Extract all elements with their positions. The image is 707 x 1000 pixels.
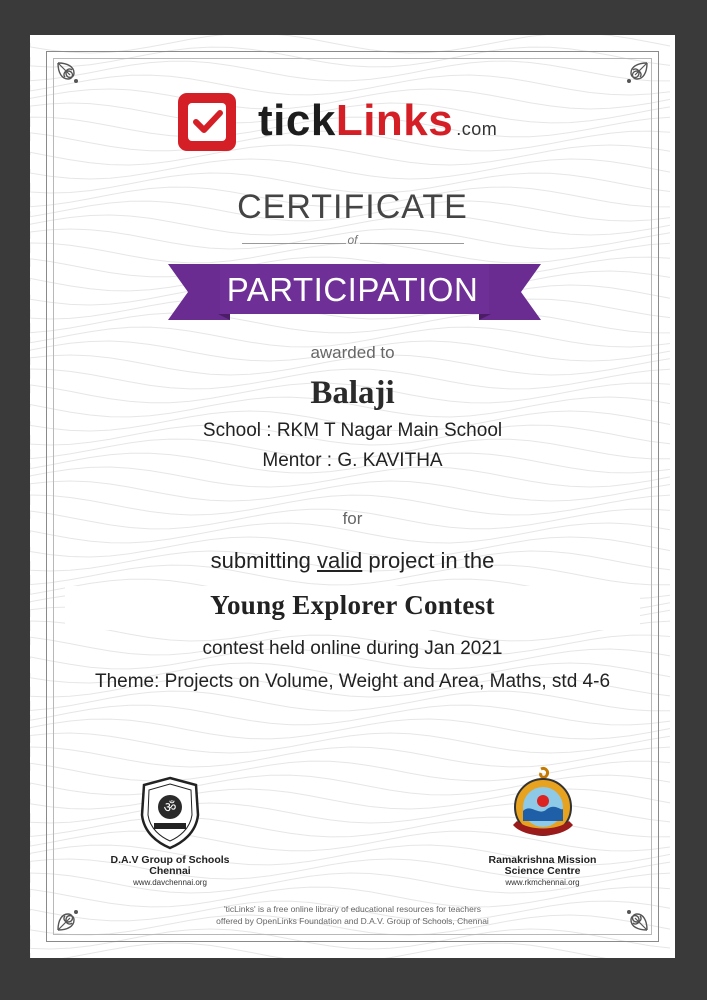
logo-word-links: Links <box>335 96 454 145</box>
awarded-to-label: awarded to <box>310 343 395 362</box>
certificate <box>30 35 675 958</box>
corner-ornament-icon <box>615 59 651 95</box>
submission-text-after: project in the <box>362 548 495 573</box>
dav-name-line1: D.A.V Group of Schools <box>110 854 230 866</box>
submission-valid-word: valid <box>317 548 363 573</box>
dav-emblem-icon <box>136 775 204 851</box>
footer-line-1: 'ticLinks' is a free online library of educational resources for teachers <box>224 904 481 914</box>
footer-note <box>30 903 675 927</box>
rkm-url: www.rkmchennai.org <box>505 878 580 887</box>
footer-line-2: offered by OpenLinks Foundation and D.A.V. Group of Schools, Chennai <box>216 916 489 926</box>
mentor-line: Mentor : G. KAVITHA <box>262 450 443 471</box>
dav-logo <box>100 775 240 890</box>
certificate-title: CERTIFICATE <box>237 188 468 226</box>
for-label: for <box>342 509 363 528</box>
theme-line: Theme: Projects on Volume, Weight and Area, Maths, std 4-6 <box>94 671 611 692</box>
checkmark-icon <box>178 93 236 151</box>
of-label: of <box>347 233 358 247</box>
svg-text:ॐ: ॐ <box>163 800 177 816</box>
logo-word-tick: tick <box>258 96 336 145</box>
ticklinks-logo <box>178 93 518 153</box>
logo-suffix: .com <box>456 119 498 139</box>
rkm-name-line2: Science Centre <box>504 865 581 877</box>
dav-name-line2: Chennai <box>149 865 191 877</box>
rkm-logo <box>470 765 615 890</box>
logo-wordmark <box>258 95 497 155</box>
submission-line <box>30 548 675 574</box>
dav-url: www.davchennai.org <box>133 878 207 887</box>
school-line: School : RKM T Nagar Main School <box>202 420 503 441</box>
contest-held-line: contest held online during Jan 2021 <box>202 638 503 659</box>
certificate-type: PARTICIPATION <box>226 271 479 308</box>
submission-text-before: submitting <box>210 548 318 573</box>
contest-name: Young Explorer Contest <box>210 590 495 620</box>
recipient-name: Balaji <box>310 375 395 411</box>
rkm-name-line1: Ramakrishna Mission <box>488 854 597 866</box>
rkm-emblem-icon <box>505 765 581 849</box>
corner-ornament-icon <box>54 59 90 95</box>
